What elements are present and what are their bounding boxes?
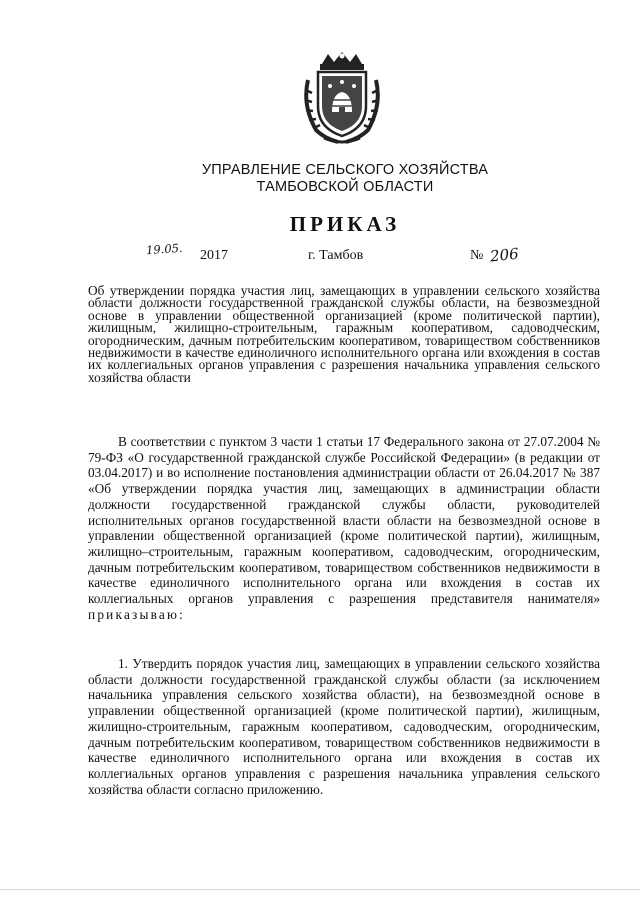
order-subject: Об утверждении порядка участия лиц, замещающих в управлении сельского хозяйства области должности государственной гражданской службы области, на безвозмездной основе в управлении общественной организацией (кроме политической партии), жилищным, жилищно-строительным, гаражным кооперативом, садоводческим, огородническим, дачным потребительским кооперативом, товариществом собственников недвижимости в качестве единоличного исполнительного органа или вхождения в состав их коллегиальных органов управления с разрешения начальника управления сельского хозяйства области [88,283,600,385]
preamble-paragraph [88,434,600,622]
document-year: 2017 [200,248,228,263]
document-title: ПРИКАЗ [289,212,401,236]
preamble-text: В соответствии с пунктом 3 части 1 статьи 17 Федерального закона от 27.07.2004 № 79-ФЗ «О государственной гражданской службе Российской Федерации» (в редакции от 03.04.2017) и во исполнение постановления администрации области от 26.04.2017 № 387 «Об утверждении порядка участия лиц, замещающих в администрации области должности государственной гражданской службы области, руководителей исполнительных органов государственной власти области на безвозмездной основе в управлении общественной организацией (кроме политической партии), жилищным, жилищно–строительным, гаражным кооперативом, садоводческим, огородническим, дачным потребительским кооперативом, товариществом собственников недвижимости в качестве единоличного исполнительного органа или вхождения в состав их коллегиальных органов управления с разрешения представителя нанимателя» [88,434,600,607]
page-bottom-edge [0,889,640,890]
order-keyword: приказываю: [88,606,186,622]
organization-name-line2: ТАМБОВСКОЙ ОБЛАСТИ [256,179,434,195]
handwritten-date: 19.05. [145,240,184,258]
organization-name-line1: УПРАВЛЕНИЕ СЕЛЬСКОГО ХОЗЯЙСТВА [201,162,489,178]
order-item-1: 1. Утвердить порядок участия лиц, замещающих в управлении сельского хозяйства области должности государственной гражданской службы области (за исключением начальника управления сельского хозяйства области), на безвозмездной основе в управлении общественной организацией (кроме политической партии), жилищным, жилищно-строительным, гаражным кооперативом, садоводческим, огородническим, дачным потребительским кооперативом, товариществом собственников недвижимости в качестве единоличного исполнительного органа или вхождения в состав их коллегиальных органов управления с разрешения начальника управления сельского хозяйства области согласно приложению. [88,656,600,797]
coat-of-arms-emblem [298,50,386,146]
document-city: г. Тамбов [308,248,364,263]
document-number-label: № [470,248,484,263]
handwritten-document-number: 206 [489,244,520,266]
